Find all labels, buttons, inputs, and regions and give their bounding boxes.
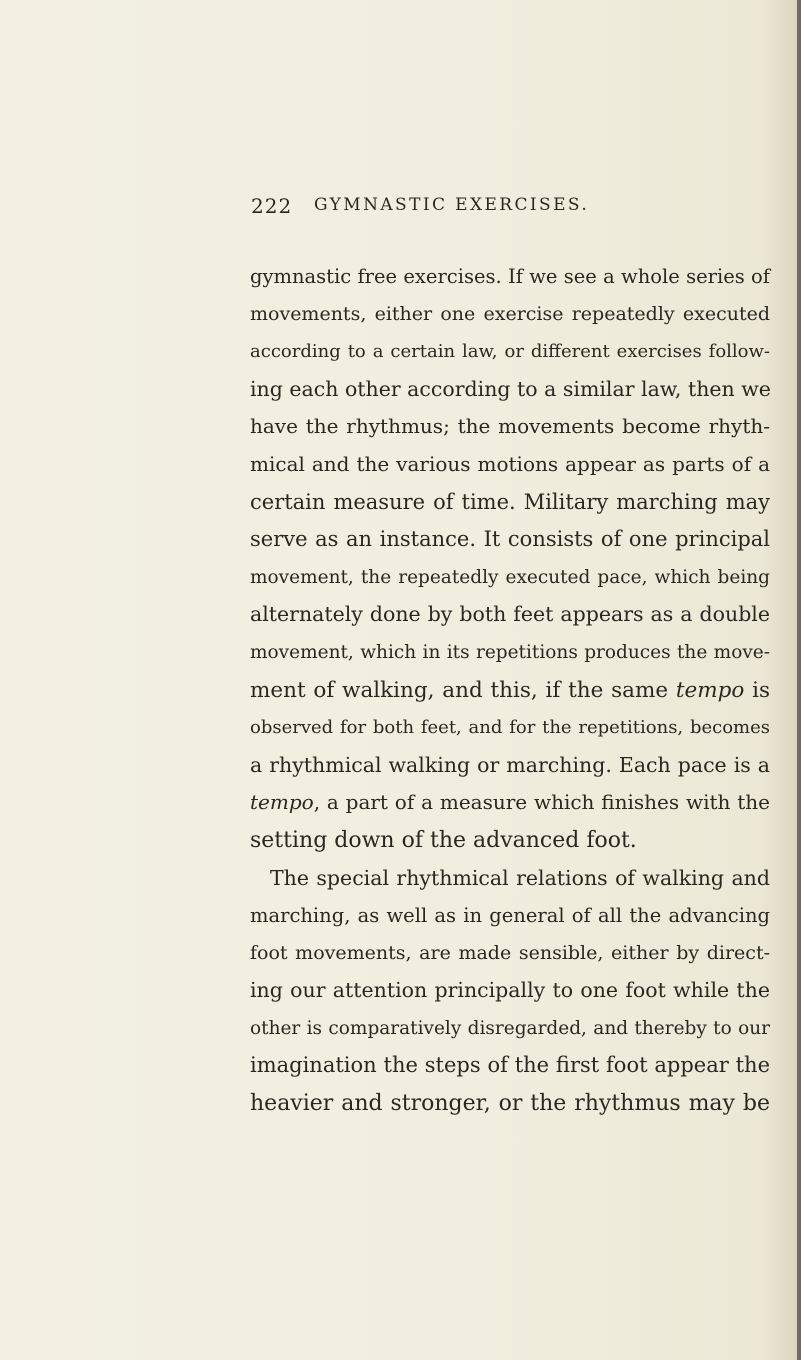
text-line: ing our attention principally to one foot while the: [250, 978, 770, 1003]
text-line: imagination the steps of the first foot appear the: [250, 1053, 770, 1078]
page-number: 222: [251, 194, 293, 218]
text-line: according to a certain law, or different exercises follow-: [250, 341, 770, 363]
text-line: gymnastic free exercises. If we see a whole series of: [250, 265, 770, 288]
text-line: heavier and stronger, or the rhythmus may be: [250, 1091, 770, 1117]
text-line-paragraph-start: The special rhythmical relations of walking and: [270, 865, 770, 890]
text-line: serve as an instance. It consists of one principal: [250, 527, 770, 552]
text-line: alternately done by both feet appears as a double: [250, 602, 770, 627]
text-line-paragraph-end: setting down of the advanced foot.: [250, 827, 637, 853]
text-line: ing each other according to a similar law, then we: [250, 376, 771, 401]
text-line: movement, which in its repetitions produces the move-: [250, 641, 770, 663]
text-line: marching, as well as in general of all the advancing: [250, 904, 770, 928]
italic-term: tempo: [675, 677, 745, 703]
text-line: ment of walking, and this, if the same tempo is: [250, 677, 770, 703]
text-line: tempo, a part of a measure which finishes with the: [250, 790, 770, 815]
body-text: [250, 258, 770, 1123]
text-line: movement, the repeatedly executed pace, which being: [250, 566, 770, 588]
text-line: other is comparatively disregarded, and thereby to our: [250, 1017, 770, 1039]
text-line: a rhythmical walking or marching. Each pace is a: [250, 752, 770, 777]
text-line: have the rhythmus; the movements become rhyth-: [250, 414, 770, 439]
running-head: [0, 194, 801, 224]
text-line: observed for both feet, and for the repetitions, becomes: [250, 717, 770, 739]
text-line: certain measure of time. Military marching may: [250, 489, 770, 514]
italic-term: tempo: [250, 790, 314, 815]
text-line: mical and the various motions appear as parts of a: [250, 451, 770, 476]
running-title: GYMNASTIC EXERCISES.: [314, 195, 590, 215]
text-line: foot movements, are made sensible, either by direct-: [250, 941, 770, 964]
text-line: movements, either one exercise repeatedly executed: [250, 302, 770, 325]
